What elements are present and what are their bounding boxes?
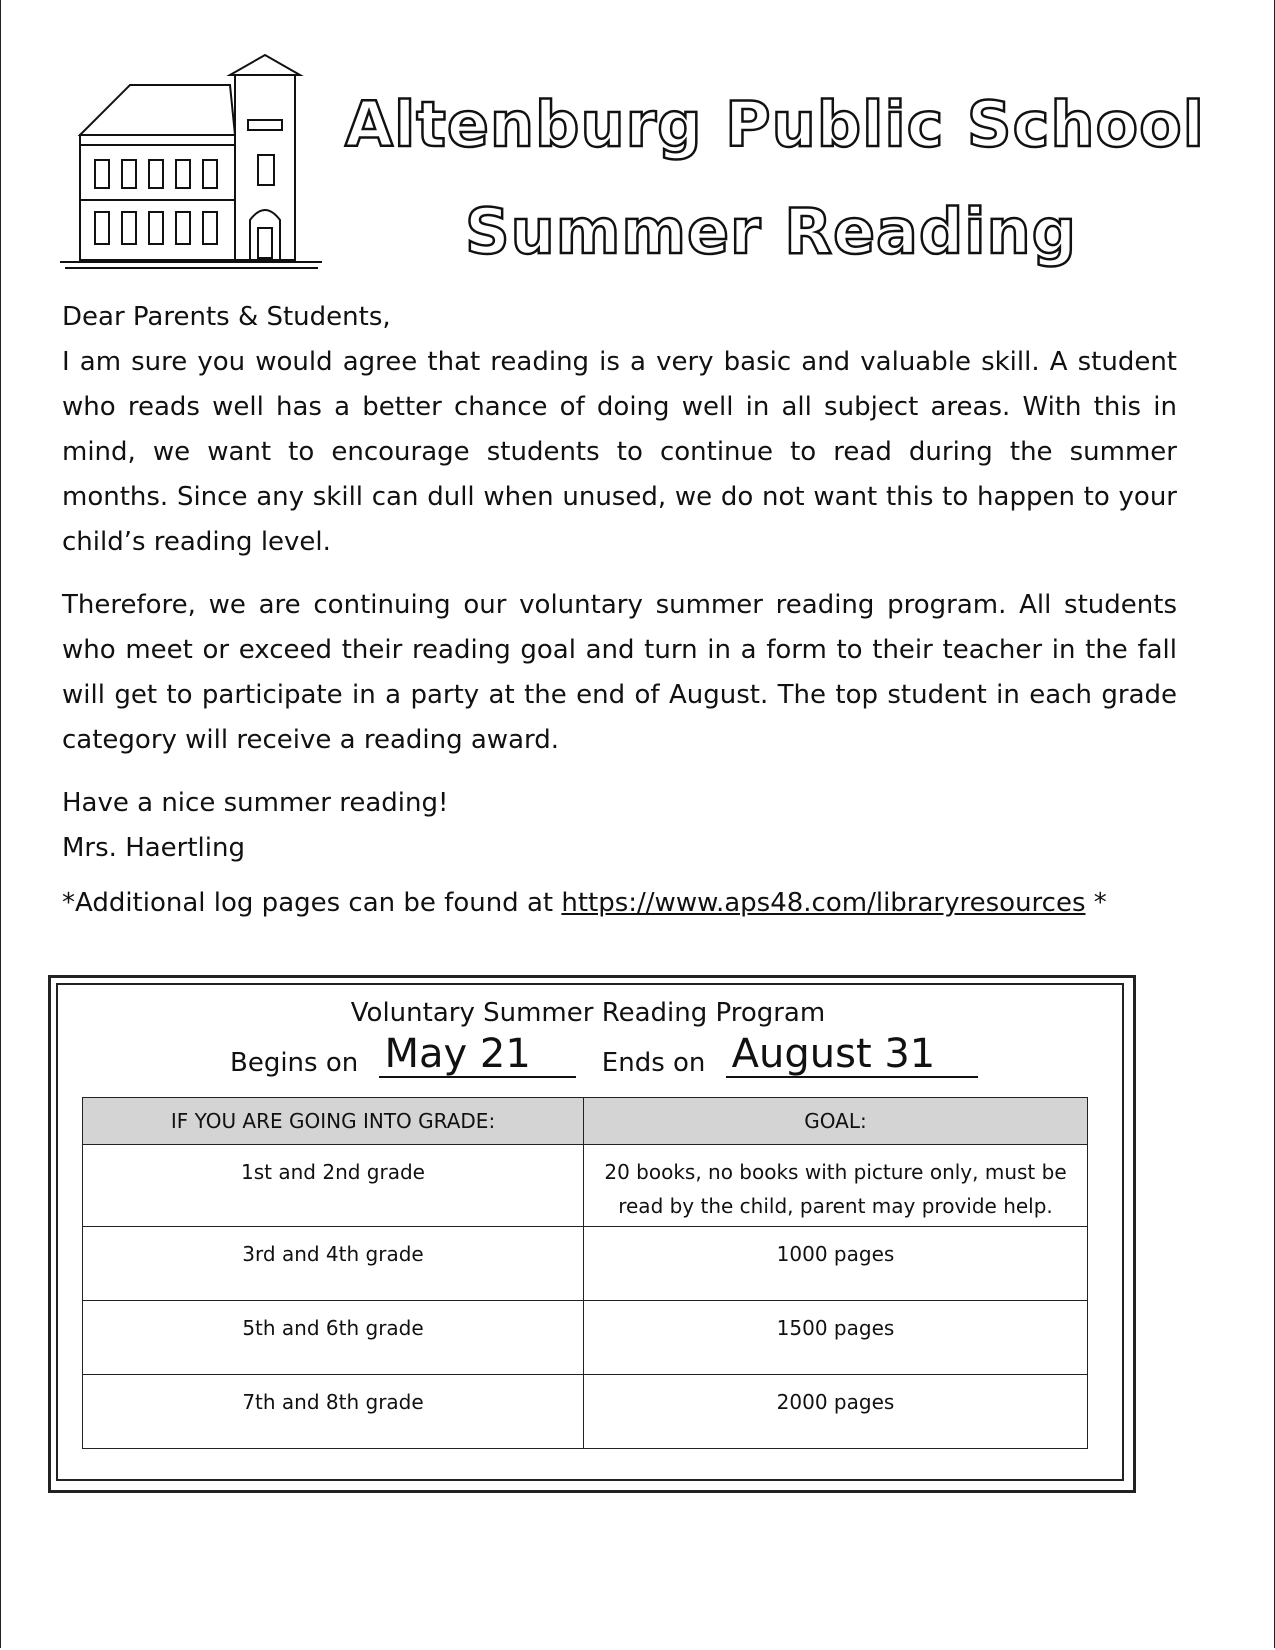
- goal-cell: 1500 pages: [584, 1301, 1088, 1375]
- school-title: Altenburg Public School: [345, 88, 1205, 161]
- schoolhouse-illustration: [60, 50, 330, 280]
- begins-date-field: May 21: [379, 1032, 576, 1078]
- program-dates: [230, 1032, 978, 1082]
- additional-pages-note: [62, 888, 1107, 918]
- table-row: [83, 1375, 1088, 1449]
- goal-cell: 20 books, no books with picture only, must be read by the child, parent may provide help.: [584, 1145, 1088, 1227]
- header: [60, 50, 1220, 280]
- grade-cell: 1st and 2nd grade: [83, 1145, 584, 1227]
- grade-column-header: IF YOU ARE GOING INTO GRADE:: [83, 1098, 584, 1145]
- goal-cell: 2000 pages: [584, 1375, 1088, 1449]
- grade-cell: 5th and 6th grade: [83, 1301, 584, 1375]
- closing: Have a nice summer reading!: [62, 788, 449, 818]
- additional-suffix: *: [1093, 888, 1107, 918]
- summer-reading-title: Summer Reading: [465, 195, 1077, 268]
- salutation: Dear Parents & Students,: [62, 302, 391, 332]
- table-row: [83, 1301, 1088, 1375]
- reading-goals-table: [82, 1097, 1088, 1449]
- begins-label: Begins on: [230, 1048, 359, 1078]
- grade-cell: 7th and 8th grade: [83, 1375, 584, 1449]
- grade-cell: 3rd and 4th grade: [83, 1227, 584, 1301]
- table-row: [83, 1145, 1088, 1227]
- letter-paragraph-2: Therefore, we are continuing our voluntary summer reading program. All students who meet or exceed their reading goal and turn in a form to their teacher in the fall will get to participate in a party at the end of August. The top student in each grade category will receive a reading award.: [62, 590, 1177, 755]
- goal-cell: 1000 pages: [584, 1227, 1088, 1301]
- additional-prefix: *Additional log pages can be found at: [62, 888, 554, 918]
- table-header-row: [83, 1098, 1088, 1145]
- table-row: [83, 1227, 1088, 1301]
- goal-column-header: GOAL:: [584, 1098, 1088, 1145]
- ends-label: Ends on: [601, 1048, 706, 1078]
- library-resources-link[interactable]: https://www.aps48.com/libraryresources: [561, 888, 1086, 918]
- letter-paragraph-1: I am sure you would agree that reading is a very basic and valuable skill. A student who reads well has a better chance of doing well in all subject areas. With this in mind, we want to encourage students to continue to read during the summer months. Since any skill can dull when unused, we do not want this to happen to your child’s reading level.: [62, 347, 1177, 557]
- letter-body: [62, 295, 1177, 871]
- program-title: Voluntary Summer Reading Program: [350, 998, 826, 1028]
- signature: Mrs. Haertling: [62, 833, 245, 863]
- ends-date-field: August 31: [726, 1032, 978, 1078]
